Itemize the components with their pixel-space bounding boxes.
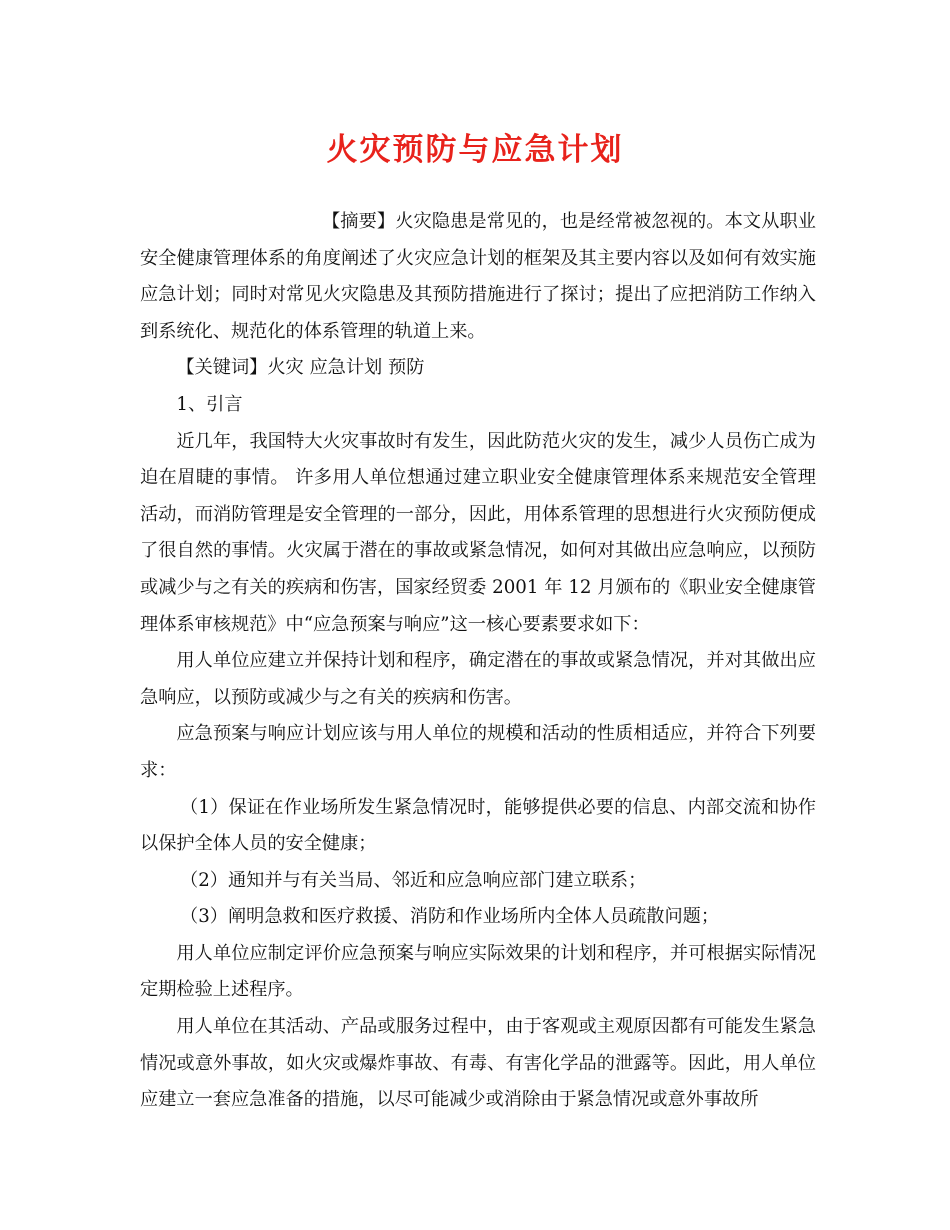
document-title: 火灾预防与应急计划 [326, 132, 624, 168]
body-paragraph: 用人单位应建立并保持计划和程序，确定潜在的事故或紧急情况，并对其做出应急响应，以预防或减少与之有关的疾病和伤害。 [140, 650, 816, 708]
requirement-item: （2）通知并与有关当局、邻近和应急响应部门建立联系； [180, 869, 647, 891]
body-paragraph: 应急预案与响应计划应该与用人单位的规模和活动的性质相适应，并符合下列要求： [140, 723, 816, 781]
keywords-paragraph: 【关键词】火灾 应急计划 预防 [176, 357, 425, 379]
abstract-paragraph: 【摘要】火灾隐患是常见的，也是经常被忽视的。本文从职业安全健康管理体系的角度阐述了火灾应急计划的框架及其主要内容以及如何有效实施应急计划；同时对常见火灾隐患及其预防措施进行了探讨；提出了应把消防工作纳入到系统化、规范化的体系管理的轨道上来。 [140, 211, 816, 342]
requirement-item: （1）保证在作业场所发生紧急情况时，能够提供必要的信息、内部交流和协作以保护全体人员的安全健康； [140, 796, 816, 855]
body-paragraph: 用人单位在其活动、产品或服务过程中，由于客观或主观原因都有可能发生紧急情况或意外事故，如火灾或爆炸事故、有毒、有害化学品的泄露等。因此，用人单位应建立一套应急准备的措施，以尽可能减少或消除由于紧急情况或意外事故所 [140, 1016, 816, 1111]
section-heading-introduction: 1、引言 [176, 393, 243, 415]
document-body [140, 204, 816, 1119]
body-paragraph: 用人单位应制定评价应急预案与响应实际效果的计划和程序，并可根据实际情况定期检验上述程序。 [140, 942, 816, 1001]
body-paragraph: 近几年，我国特大火灾事故时有发生，因此防范火灾的发生，减少人员伤亡成为迫在眉睫的事情。 许多用人单位想通过建立职业安全健康管理体系来规范安全管理活动，而消防管理是安全管理的一部分，因此，用体系管理的思想进行火灾预防便成了很自然的事情。火灾属于潜在的事故或紧急情况，如何对其做出应急响应，以预防或减少与之有关的疾病和伤害，国家经贸委 2001 年 12 月颁布的《职业安全健康管理体系审核规范》中“应急预案与响应”这一核心要素要求如下： [140, 430, 816, 635]
requirement-item: （3）阐明急救和医疗救援、消防和作业场所内全体人员疏散问题； [180, 906, 720, 928]
